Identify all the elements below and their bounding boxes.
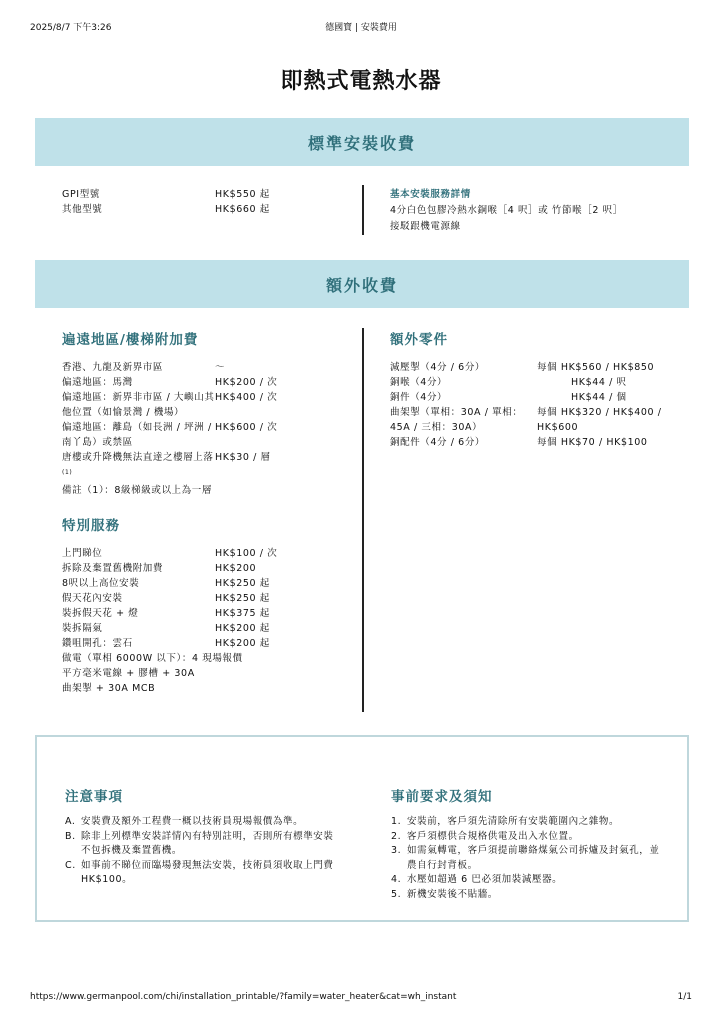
- surcharge-value: HK$400 / 次: [215, 392, 278, 403]
- standard-models: [62, 187, 352, 217]
- service-label: 裝拆隔氣: [62, 623, 103, 635]
- part-label: 銅件（4分）: [390, 392, 448, 403]
- service-row: [62, 591, 352, 606]
- list-item: [65, 859, 337, 888]
- surcharge-label: 香港、九龍及新界市區: [62, 362, 164, 373]
- service-label: 裝拆假天花 + 燈: [62, 608, 139, 620]
- requirements-list: [391, 815, 661, 902]
- service-row: [62, 576, 352, 591]
- surcharge-label: 偏遠地區：新界非市區 / 大嶼山其他位置（如愉景灣 / 機場）: [62, 392, 215, 418]
- model-label: GPI型號: [62, 189, 100, 200]
- list-text: 客戶須標供合規格供電及出入水位置。: [407, 830, 579, 842]
- print-header: [30, 20, 692, 34]
- model-price: HK$660 起: [215, 204, 270, 215]
- special-service-title: 特別服務: [62, 518, 120, 535]
- basic-service-line: 4分白色包膠冷熱水銅喉［4 呎］或 竹節喉［2 呎］: [390, 205, 623, 216]
- surcharge-row: [62, 450, 352, 483]
- model-price: HK$550 起: [215, 189, 270, 200]
- surcharge-row: [62, 420, 352, 450]
- list-item: [391, 815, 661, 830]
- list-marker: 5.: [391, 888, 402, 900]
- list-marker: B.: [65, 830, 76, 842]
- service-label: 上門睇位: [62, 548, 103, 560]
- print-date: 2025/8/7 下午3:26: [30, 23, 112, 33]
- list-item: [391, 844, 661, 873]
- list-text: 安裝費及額外工程費一概以技術員現場報價為準。: [81, 816, 304, 827]
- extra-section-heading: 額外收費: [325, 275, 398, 295]
- electrical-work-line: 平方毫米電線 + 膠槽 + 30A: [62, 668, 195, 680]
- list-text: 如需氣轉電，客戶須提前聯絡煤氣公司拆爐及封氣孔，並農自行封背板。: [407, 845, 660, 871]
- service-label: 假天花內安裝: [62, 593, 123, 605]
- service-row: [62, 606, 352, 621]
- remote-surcharge-section: [62, 328, 352, 696]
- service-label: 鑽咀開孔：雲石: [62, 638, 133, 650]
- list-text: 安裝前，客戶須先清除所有安裝範圍內之雜物。: [407, 816, 620, 827]
- part-label: 銅喉（4分）: [390, 377, 448, 388]
- extra-parts-title: 額外零件: [390, 332, 448, 348]
- column-divider: [362, 185, 364, 235]
- part-row: [390, 360, 690, 375]
- surcharge-row: [62, 375, 352, 390]
- notes-column: [65, 785, 337, 888]
- basic-service-line: 接駁跟機電源線: [390, 221, 461, 232]
- part-row: [390, 375, 690, 390]
- service-price: HK$200 起: [215, 638, 270, 650]
- list-marker: 2.: [391, 830, 402, 842]
- list-text: 除非上列標準安裝詳情內有特別註明，否則所有標準安裝不包拆機及棄置舊機。: [81, 830, 334, 856]
- print-footer: [30, 992, 692, 1006]
- surcharge-label-text: 唐樓或升降機無法直達之樓層上落: [62, 452, 214, 463]
- surcharge-label: 偏遠地區：馬灣: [62, 377, 133, 388]
- basic-service-details: [390, 187, 690, 235]
- part-price: 每個 HK$320 / HK$400 / HK$600: [537, 407, 662, 433]
- column-divider: [362, 328, 364, 712]
- service-price: HK$250 起: [215, 593, 270, 605]
- list-marker: 4.: [391, 874, 402, 885]
- page-title: 即熱式電熱水器: [280, 69, 442, 94]
- part-label: 銅配件（4分 / 6分）: [390, 437, 486, 448]
- surcharge-label: 偏遠地區：離島（如長洲 / 坪洲 / 南丫島）或禁區: [62, 422, 212, 448]
- requirements-title: 事前要求及須知: [391, 789, 493, 805]
- surcharge-label: [62, 450, 215, 483]
- list-item: [391, 830, 661, 845]
- standard-section-banner: [35, 118, 689, 166]
- notes-list: [65, 815, 337, 888]
- surcharge-value: HK$600 / 次: [215, 422, 278, 433]
- requirements-column: [391, 785, 661, 902]
- surcharge-value: HK$200 / 次: [215, 377, 278, 388]
- service-row: [62, 636, 352, 651]
- electrical-work-line: 曲架掣 + 30A MCB: [62, 683, 156, 695]
- part-price: HK$44 / 呎: [571, 377, 627, 388]
- service-label: 拆除及棄置舊機附加費: [62, 563, 164, 575]
- part-row: [390, 390, 690, 405]
- basic-service-title: 基本安裝服務詳情: [390, 189, 471, 200]
- part-row: [390, 405, 690, 435]
- model-row: [62, 202, 352, 217]
- part-label: 減壓掣（4分 / 6分）: [390, 362, 486, 373]
- service-row: [62, 621, 352, 636]
- service-price: HK$200: [215, 563, 257, 575]
- service-price: HK$200 起: [215, 623, 270, 635]
- list-marker: 3.: [391, 845, 402, 856]
- part-label: 曲架掣（單相：30A / 單相：45A / 三相：30A）: [390, 407, 523, 433]
- list-item: [65, 830, 337, 859]
- extra-parts-section: [390, 328, 690, 450]
- electrical-work-line: 做電（單相 6000W 以下）：4 現場報價: [62, 653, 243, 665]
- list-text: 新機安裝後不貼牆。: [407, 888, 498, 900]
- list-item: [391, 873, 661, 888]
- service-price: HK$375 起: [215, 608, 270, 620]
- print-site-title: 德國寶 | 安裝費用: [325, 23, 397, 33]
- list-text: 如事前不睇位而臨場發現無法安裝，技術員須收取上門費HK$100。: [81, 859, 334, 885]
- part-row: [390, 435, 690, 450]
- part-price: HK$44 / 個: [571, 392, 627, 403]
- surcharge-value: ～: [215, 362, 226, 373]
- page-url-link[interactable]: https://www.germanpool.com/chi/installation_printable/?family=water_heater&cat=wh_instant: [30, 992, 457, 1002]
- service-price: HK$250 起: [215, 578, 270, 590]
- part-price: 每個 HK$560 / HK$850: [537, 362, 655, 373]
- part-price: 每個 HK$70 / HK$100: [537, 437, 648, 448]
- service-price: HK$100 / 次: [215, 548, 278, 560]
- service-row: [62, 546, 352, 561]
- service-label: 8呎以上高位安裝: [62, 578, 140, 590]
- page-number: 1/1: [677, 992, 692, 1002]
- standard-section-heading: 標準安裝收費: [307, 133, 416, 153]
- list-item: [65, 815, 337, 830]
- list-marker: A.: [65, 816, 76, 827]
- notes-title: 注意事項: [65, 789, 123, 805]
- list-marker: 1.: [391, 816, 402, 827]
- surcharge-value: [215, 483, 352, 498]
- footnote-marker: (1): [62, 469, 73, 476]
- surcharge-value: HK$30 / 層: [215, 452, 271, 463]
- list-item: [391, 888, 661, 903]
- model-row: [62, 187, 352, 202]
- notice-box: [35, 735, 689, 922]
- extra-section-banner: [35, 260, 689, 308]
- service-row: [62, 561, 352, 576]
- surcharge-note-row: [62, 483, 352, 498]
- list-text: 水壓如超過 6 巴必須加裝減壓器。: [407, 874, 563, 885]
- list-marker: C.: [65, 859, 76, 871]
- model-label: 其他型號: [62, 204, 103, 215]
- surcharge-row: [62, 390, 352, 420]
- surcharge-note: 備註（1）：8級梯級或以上為一層: [62, 485, 212, 497]
- remote-surcharge-title: 遍遠地區/樓梯附加費: [62, 332, 199, 348]
- surcharge-row: [62, 360, 352, 375]
